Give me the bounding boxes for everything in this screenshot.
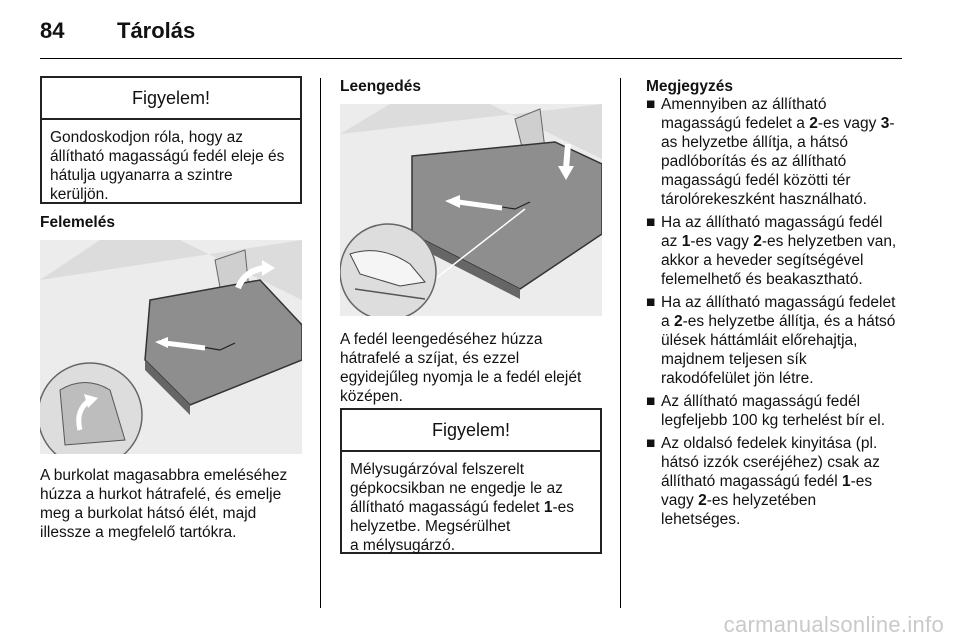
text-line: magasságú fedél közötti tér	[661, 172, 851, 189]
note-heading: Megjegyzés	[646, 78, 734, 95]
position-number: 2	[753, 233, 762, 250]
warning-line: gépkocsikban ne engedje le az	[350, 480, 563, 497]
lifting-text	[40, 466, 315, 542]
text-line: húzza a hurkot hátrafelé, és emelje	[40, 486, 282, 503]
text-line: Amennyiben az állítható	[661, 96, 827, 113]
lowering-text	[340, 330, 615, 406]
note-item	[646, 293, 908, 388]
text-segment: állítható magasságú fedél	[661, 473, 842, 490]
text-segment: -es helyzetben van,	[761, 233, 897, 250]
text-line	[661, 312, 908, 331]
bullet-icon: ■	[646, 96, 656, 113]
text-line: rakodófelület jön létre.	[661, 370, 814, 387]
lifting-illustration-svg	[40, 240, 302, 454]
text-segment: -es helyzetében	[706, 492, 817, 509]
text-line	[661, 472, 908, 491]
text-segment: a	[661, 313, 674, 330]
text-line: tárolórekeszként használható.	[661, 191, 867, 208]
text-line	[661, 232, 908, 251]
column-divider-1	[320, 78, 321, 608]
warning-box-2	[340, 408, 602, 554]
text-segment: magasságú fedelet a	[661, 115, 810, 132]
text-line: Ha az állítható magasságú fedelet	[661, 294, 896, 311]
text-segment: -es	[552, 499, 575, 516]
bullet-icon: ■	[646, 294, 656, 311]
text-line: ülések háttámláit előrehajtja,	[661, 332, 858, 349]
text-segment: vagy	[661, 492, 699, 509]
text-line: lehetséges.	[661, 511, 741, 528]
text-line	[661, 491, 908, 510]
position-number: 1	[543, 499, 553, 516]
warning-title: Figyelem!	[342, 410, 600, 452]
warning-line: helyzetbe. Megsérülhet	[350, 518, 511, 535]
note-list	[646, 95, 908, 533]
note-item	[646, 434, 908, 529]
text-segment: állítható magasságú fedelet	[350, 499, 544, 516]
lowering-illustration	[340, 104, 602, 316]
text-line: majdnem teljesen sík	[661, 351, 807, 368]
page-number: 84	[40, 18, 65, 43]
text-line: Ha az állítható magasságú fedél	[661, 214, 883, 231]
note-item	[646, 392, 908, 430]
lowering-illustration-svg	[340, 104, 602, 316]
position-number: 1	[841, 473, 851, 490]
text-line: illessze a megfelelő tartókra.	[40, 524, 237, 541]
warning-line: Mélysugárzóval felszerelt	[350, 461, 525, 478]
bullet-icon: ■	[646, 393, 656, 410]
text-line: egyidejűleg nyomja le a fedél elejét	[340, 369, 582, 386]
text-line: felemelhető és beakasztható.	[661, 271, 863, 288]
text-line: as helyzetbe állítja, a hátsó	[661, 134, 848, 151]
text-segment: -es helyzetbe állítja, és a hátsó	[682, 313, 896, 330]
warning-text	[42, 120, 300, 212]
text-segment: az	[661, 233, 682, 250]
bullet-icon: ■	[646, 214, 656, 231]
text-line: Az állítható magasságú fedél	[661, 393, 861, 410]
text-line: meg a burkolat hátsó élét, majd	[40, 505, 257, 522]
warning-line: kerüljön.	[50, 186, 109, 203]
warning-line: állítható magasságú fedél eleje és	[50, 148, 285, 165]
warning-line	[350, 498, 592, 517]
text-line	[661, 114, 908, 133]
warning-line: Gondoskodjon róla, hogy az	[50, 129, 244, 146]
lowering-heading: Leengedés	[340, 78, 421, 95]
text-line: hátsó izzók cseréjéhez) csak az	[661, 454, 880, 471]
note-item	[646, 95, 908, 209]
bullet-icon: ■	[646, 435, 656, 452]
warning-line: a mélysugárzó.	[350, 537, 456, 554]
text-segment: -	[889, 115, 895, 132]
position-number: 2	[809, 115, 818, 132]
position-number: 2	[673, 313, 683, 330]
position-number: 1	[681, 233, 691, 250]
text-segment: -es	[850, 473, 873, 490]
warning-text	[342, 452, 600, 563]
position-number: 3	[880, 115, 890, 132]
warning-line: hátulja ugyanarra a szintre	[50, 167, 233, 184]
text-line: akkor a heveder segítségével	[661, 252, 864, 269]
text-line: legfeljebb 100 kg terhelést bír el.	[661, 412, 886, 429]
warning-box-1	[40, 76, 302, 204]
text-line: padlóborítás és az állítható	[661, 153, 847, 170]
column-divider-2	[620, 78, 621, 608]
page-title: Tárolás	[117, 18, 196, 43]
text-segment: -es vagy	[817, 115, 881, 132]
text-line: A burkolat magasabbra emeléséhez	[40, 467, 288, 484]
header-rule	[40, 58, 902, 59]
text-line: középen.	[340, 388, 403, 405]
lifting-heading: Felemelés	[40, 214, 115, 231]
watermark: carmanualsonline.info	[723, 612, 944, 637]
note-item	[646, 213, 908, 289]
lifting-illustration	[40, 240, 302, 454]
text-line: hátrafelé a szíjat, és ezzel	[340, 350, 520, 367]
position-number: 2	[698, 492, 707, 509]
warning-title: Figyelem!	[42, 78, 300, 120]
text-segment: -es vagy	[690, 233, 754, 250]
text-line: A fedél leengedéséhez húzza	[340, 331, 543, 348]
text-line: Az oldalsó fedelek kinyitása (pl.	[661, 435, 878, 452]
